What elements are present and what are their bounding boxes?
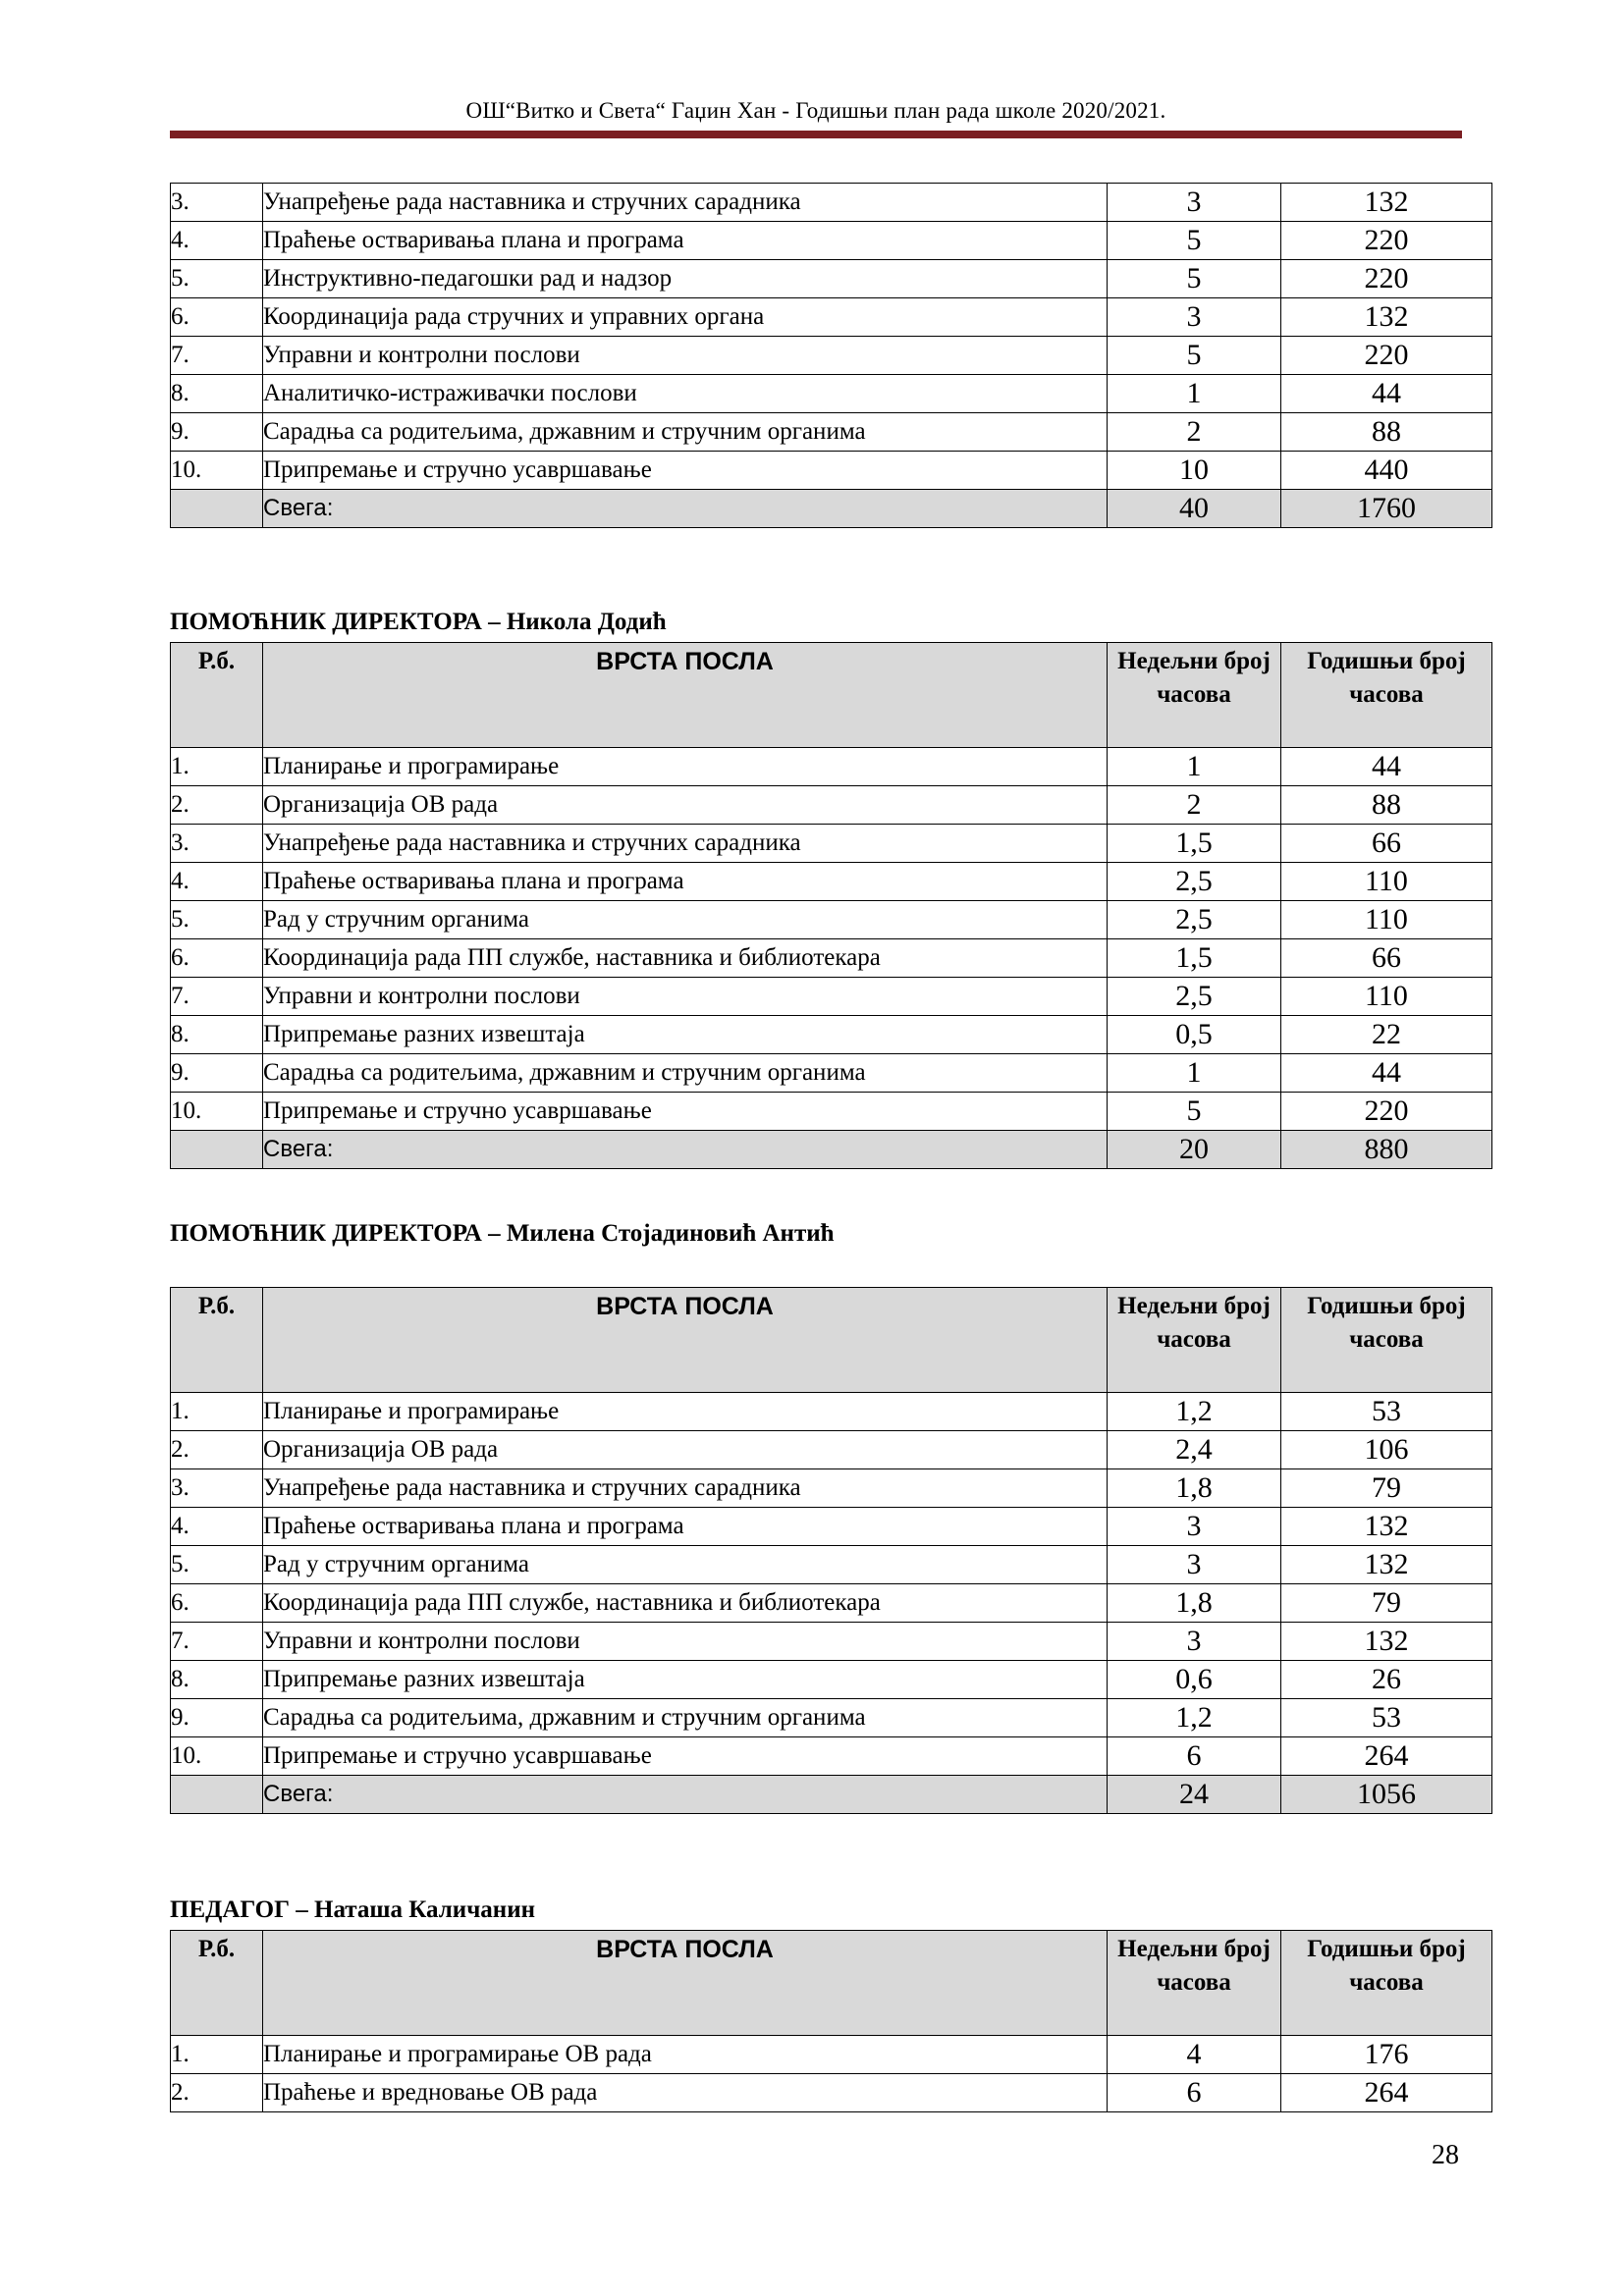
job-type: Рад у стручним органима: [263, 901, 1108, 939]
yearly-hours: 220: [1281, 1093, 1492, 1131]
assistant-director-2-table: [170, 1287, 1492, 1814]
row-number: 3.: [171, 184, 263, 222]
row-number: 5.: [171, 901, 263, 939]
yearly-hours: 132: [1281, 1623, 1492, 1661]
table-row: [171, 413, 1492, 452]
column-header-yearly: Годишњи број часова: [1281, 1931, 1492, 2036]
section-title-assistant-director-1: ПОМОЋНИК ДИРЕКТОРА – Никола Додић: [170, 609, 667, 635]
weekly-hours: 1,8: [1108, 1469, 1281, 1508]
job-type: Рад у стручним органима: [263, 1546, 1108, 1584]
total-empty-cell: [171, 490, 263, 528]
weekly-hours: 5: [1108, 1093, 1281, 1131]
job-type: Управни и контролни послови: [263, 1623, 1108, 1661]
weekly-hours: 5: [1108, 337, 1281, 375]
table-row: [171, 184, 1492, 222]
row-number: 9.: [171, 413, 263, 452]
table-row: [171, 222, 1492, 260]
job-type: Сарадња са родитељима, државним и стручним органима: [263, 1054, 1108, 1093]
assistant-director-1-table: [170, 642, 1492, 1169]
table-header-row: [171, 643, 1492, 748]
table-row: [171, 939, 1492, 978]
table-row: [171, 1393, 1492, 1431]
yearly-hours: 176: [1281, 2036, 1492, 2074]
total-label: Свега:: [263, 490, 1108, 528]
weekly-hours: 5: [1108, 222, 1281, 260]
column-header-num: Р.б.: [171, 643, 263, 748]
section-title-pedagogue: ПЕДАГОГ – Наташа Каличанин: [170, 1896, 536, 1923]
weekly-hours: 1: [1108, 1054, 1281, 1093]
total-row: [171, 1776, 1492, 1814]
table-row: [171, 1508, 1492, 1546]
job-type: Праћење остваривања плана и програма: [263, 863, 1108, 901]
job-type: Припремање и стручно усавршавање: [263, 1093, 1108, 1131]
section-title-assistant-director-2: ПОМОЋНИК ДИРЕКТОРА – Милена Стојадиновић Антић: [170, 1220, 835, 1247]
job-type: Унапређење рада наставника и стручних сарадника: [263, 184, 1108, 222]
weekly-hours: 10: [1108, 452, 1281, 490]
table-row: [171, 786, 1492, 825]
weekly-hours: 2: [1108, 786, 1281, 825]
table-row: [171, 825, 1492, 863]
row-number: 1.: [171, 1393, 263, 1431]
table-row: [171, 2036, 1492, 2074]
row-number: 2.: [171, 786, 263, 825]
table-header-row: [171, 1931, 1492, 2036]
table-row: [171, 1584, 1492, 1623]
table-row: [171, 298, 1492, 337]
yearly-hours: 106: [1281, 1431, 1492, 1469]
total-label: Свега:: [263, 1776, 1108, 1814]
yearly-hours: 88: [1281, 413, 1492, 452]
yearly-hours: 264: [1281, 2074, 1492, 2112]
weekly-hours: 3: [1108, 1508, 1281, 1546]
weekly-hours: 1,5: [1108, 939, 1281, 978]
yearly-hours: 132: [1281, 1546, 1492, 1584]
total-weekly-hours: 20: [1108, 1131, 1281, 1169]
table-row: [171, 1623, 1492, 1661]
row-number: 10.: [171, 1737, 263, 1776]
weekly-hours: 3: [1108, 184, 1281, 222]
column-header-weekly: Недељни број часова: [1108, 1288, 1281, 1393]
job-type: Управни и контролни послови: [263, 978, 1108, 1016]
job-type: Праћење и вредновање ОВ рада: [263, 2074, 1108, 2112]
job-type: Праћење остваривања плана и програма: [263, 222, 1108, 260]
total-yearly-hours: 1056: [1281, 1776, 1492, 1814]
job-type: Управни и контролни послови: [263, 337, 1108, 375]
weekly-hours: 2,5: [1108, 863, 1281, 901]
row-number: 4.: [171, 222, 263, 260]
table-row: [171, 748, 1492, 786]
weekly-hours: 3: [1108, 1623, 1281, 1661]
row-number: 3.: [171, 1469, 263, 1508]
table-row: [171, 1546, 1492, 1584]
weekly-hours: 6: [1108, 1737, 1281, 1776]
table-header-row: [171, 1288, 1492, 1393]
weekly-hours: 1: [1108, 375, 1281, 413]
weekly-hours: 0,5: [1108, 1016, 1281, 1054]
weekly-hours: 1: [1108, 748, 1281, 786]
table-row: [171, 1661, 1492, 1699]
column-header-num: Р.б.: [171, 1931, 263, 2036]
weekly-hours: 2,5: [1108, 901, 1281, 939]
yearly-hours: 44: [1281, 1054, 1492, 1093]
table-row: [171, 1054, 1492, 1093]
job-type: Аналитичко-истраживачки послови: [263, 375, 1108, 413]
row-number: 6.: [171, 939, 263, 978]
table-row: [171, 452, 1492, 490]
table-row: [171, 1093, 1492, 1131]
job-type: Унапређење рада наставника и стручних сарадника: [263, 1469, 1108, 1508]
job-type: Припремање разних извештаја: [263, 1016, 1108, 1054]
yearly-hours: 53: [1281, 1393, 1492, 1431]
job-type: Планирање и програмирање ОВ рада: [263, 2036, 1108, 2074]
table-row: [171, 1699, 1492, 1737]
row-number: 7.: [171, 337, 263, 375]
yearly-hours: 22: [1281, 1016, 1492, 1054]
yearly-hours: 79: [1281, 1584, 1492, 1623]
table-row: [171, 863, 1492, 901]
job-type: Планирање и програмирање: [263, 748, 1108, 786]
yearly-hours: 110: [1281, 978, 1492, 1016]
row-number: 5.: [171, 1546, 263, 1584]
total-empty-cell: [171, 1131, 263, 1169]
weekly-hours: 3: [1108, 298, 1281, 337]
table-row: [171, 2074, 1492, 2112]
row-number: 8.: [171, 1661, 263, 1699]
row-number: 6.: [171, 298, 263, 337]
row-number: 2.: [171, 1431, 263, 1469]
row-number: 1.: [171, 748, 263, 786]
weekly-hours: 2,4: [1108, 1431, 1281, 1469]
yearly-hours: 132: [1281, 184, 1492, 222]
job-type: Координација рада стручних и управних органа: [263, 298, 1108, 337]
row-number: 8.: [171, 1016, 263, 1054]
total-row: [171, 1131, 1492, 1169]
weekly-hours: 1,5: [1108, 825, 1281, 863]
yearly-hours: 264: [1281, 1737, 1492, 1776]
job-type: Координација рада ПП службе, наставника и библиотекара: [263, 1584, 1108, 1623]
row-number: 10.: [171, 452, 263, 490]
weekly-hours: 0,6: [1108, 1661, 1281, 1699]
yearly-hours: 110: [1281, 863, 1492, 901]
row-number: 4.: [171, 863, 263, 901]
table-row: [171, 901, 1492, 939]
row-number: 1.: [171, 2036, 263, 2074]
yearly-hours: 44: [1281, 375, 1492, 413]
table-row: [171, 375, 1492, 413]
weekly-hours: 2: [1108, 413, 1281, 452]
row-number: 2.: [171, 2074, 263, 2112]
column-header-job: ВРСТА ПОСЛА: [263, 643, 1108, 748]
yearly-hours: 110: [1281, 901, 1492, 939]
job-type: Сарадња са родитељима, државним и стручним органима: [263, 1699, 1108, 1737]
job-type: Организација ОВ рада: [263, 1431, 1108, 1469]
page-number: 28: [1432, 2140, 1459, 2170]
yearly-hours: 44: [1281, 748, 1492, 786]
job-type: Припремање и стручно усавршавање: [263, 1737, 1108, 1776]
row-number: 4.: [171, 1508, 263, 1546]
weekly-hours: 6: [1108, 2074, 1281, 2112]
yearly-hours: 220: [1281, 222, 1492, 260]
total-yearly-hours: 1760: [1281, 490, 1492, 528]
row-number: 7.: [171, 978, 263, 1016]
column-header-job: ВРСТА ПОСЛА: [263, 1931, 1108, 2036]
row-number: 9.: [171, 1054, 263, 1093]
yearly-hours: 220: [1281, 337, 1492, 375]
weekly-hours: 4: [1108, 2036, 1281, 2074]
row-number: 10.: [171, 1093, 263, 1131]
total-weekly-hours: 40: [1108, 490, 1281, 528]
job-type: Сарадња са родитељима, државним и стручним органима: [263, 413, 1108, 452]
total-yearly-hours: 880: [1281, 1131, 1492, 1169]
total-label: Свега:: [263, 1131, 1108, 1169]
yearly-hours: 26: [1281, 1661, 1492, 1699]
row-number: 5.: [171, 260, 263, 298]
job-type: Инструктивно-педагошки рад и надзор: [263, 260, 1108, 298]
total-empty-cell: [171, 1776, 263, 1814]
yearly-hours: 66: [1281, 939, 1492, 978]
table-row: [171, 1737, 1492, 1776]
yearly-hours: 79: [1281, 1469, 1492, 1508]
weekly-hours: 1,2: [1108, 1393, 1281, 1431]
table-row: [171, 978, 1492, 1016]
row-number: 3.: [171, 825, 263, 863]
row-number: 6.: [171, 1584, 263, 1623]
job-type: Припремање и стручно усавршавање: [263, 452, 1108, 490]
weekly-hours: 2,5: [1108, 978, 1281, 1016]
row-number: 8.: [171, 375, 263, 413]
column-header-num: Р.б.: [171, 1288, 263, 1393]
total-weekly-hours: 24: [1108, 1776, 1281, 1814]
row-number: 7.: [171, 1623, 263, 1661]
column-header-weekly: Недељни број часова: [1108, 1931, 1281, 2036]
job-type: Унапређење рада наставника и стручних сарадника: [263, 825, 1108, 863]
column-header-yearly: Годишњи број часова: [1281, 643, 1492, 748]
job-type: Координација рада ПП службе, наставника и библиотекара: [263, 939, 1108, 978]
column-header-weekly: Недељни број часова: [1108, 643, 1281, 748]
table-row: [171, 337, 1492, 375]
table-row: [171, 1016, 1492, 1054]
table-row: [171, 1469, 1492, 1508]
yearly-hours: 220: [1281, 260, 1492, 298]
row-number: 9.: [171, 1699, 263, 1737]
pedagogue-table: [170, 1930, 1492, 2112]
job-type: Планирање и програмирање: [263, 1393, 1108, 1431]
weekly-hours: 1,8: [1108, 1584, 1281, 1623]
yearly-hours: 66: [1281, 825, 1492, 863]
yearly-hours: 88: [1281, 786, 1492, 825]
job-type: Припремање разних извештаја: [263, 1661, 1108, 1699]
table-row: [171, 1431, 1492, 1469]
job-type: Праћење остваривања плана и програма: [263, 1508, 1108, 1546]
yearly-hours: 132: [1281, 298, 1492, 337]
yearly-hours: 440: [1281, 452, 1492, 490]
yearly-hours: 53: [1281, 1699, 1492, 1737]
table-row: [171, 260, 1492, 298]
column-header-job: ВРСТА ПОСЛА: [263, 1288, 1108, 1393]
weekly-hours: 5: [1108, 260, 1281, 298]
column-header-yearly: Годишњи број часова: [1281, 1288, 1492, 1393]
job-type: Организација ОВ рада: [263, 786, 1108, 825]
header-rule: [170, 131, 1462, 138]
weekly-hours: 3: [1108, 1546, 1281, 1584]
director-table: [170, 183, 1492, 528]
total-row: [171, 490, 1492, 528]
weekly-hours: 1,2: [1108, 1699, 1281, 1737]
page-header: ОШ“Витко и Света“ Гаџин Хан - Годишњи план рада школе 2020/2021.: [465, 98, 1166, 123]
yearly-hours: 132: [1281, 1508, 1492, 1546]
